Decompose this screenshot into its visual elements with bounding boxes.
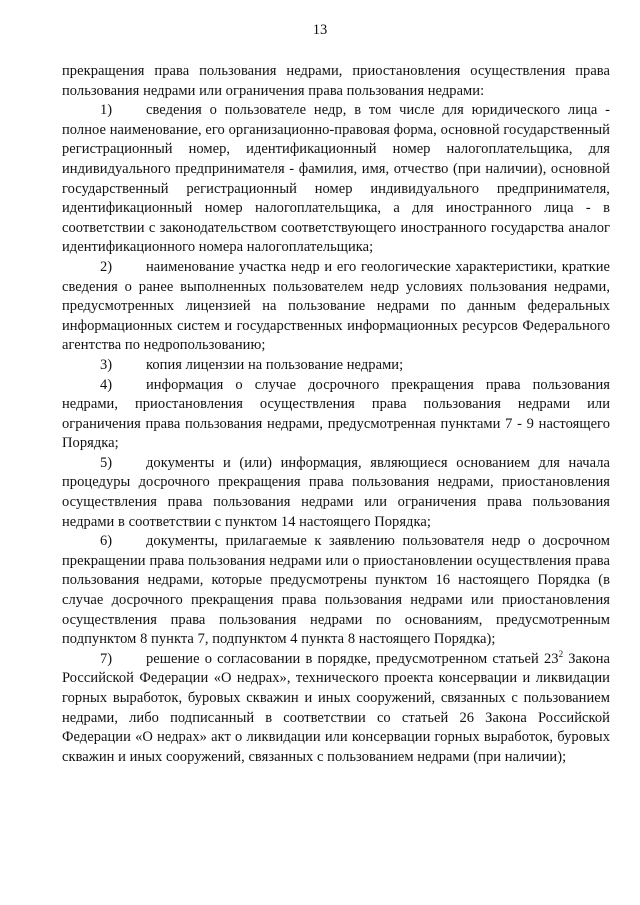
- list-item-5: [62, 454, 610, 532]
- list-item-6: [62, 532, 610, 650]
- item-text-after-superscript: Закона Российской Федерации «О недрах», технического проекта консервации и ликвидации горных выработок, буровых скважин и иных сооружений, связанных с пользованием недрами, либо подписанный в соответствии со статьей 26 Закона Российской Федерации «О недрах» акт о ликвидации или консервации горных выработок, буровых скважин и иных сооружений, связанных с пользованием недрами (при наличии);: [62, 650, 610, 765]
- item-number: 4): [100, 376, 113, 393]
- item-number: 7): [100, 650, 113, 667]
- page-number: 13: [312, 22, 328, 38]
- paragraph-text: прекращения права пользования недрами, приостановления осуществления права пользования недрами или ограничения права пользования недрами:: [62, 63, 610, 99]
- item-number: 6): [100, 533, 113, 550]
- intro-paragraph: [62, 62, 610, 101]
- list-item-3: [62, 356, 610, 376]
- list-item-7: [62, 650, 610, 768]
- item-text: информация о случае досрочного прекращения права пользования недрами, приостановления осуществления права пользования недрами или ограничения права пользования недрами, предусмотренная пунктами 7 - 9 настоящего Порядка;: [62, 376, 610, 452]
- item-number: 5): [100, 454, 113, 471]
- list-item-4: [62, 376, 610, 454]
- item-text: наименование участка недр и его геологические характеристики, краткие сведения о ранее выполненных пользователем недр условиях пользования недрами, предусмотренных лицензией на пользование недрами по данным федеральных информационных систем и государственных информационных ресурсов Федерального агентства по недропользованию;: [62, 258, 610, 354]
- list-item-1: [62, 101, 610, 258]
- list-item-2: [62, 258, 610, 356]
- item-number: 1): [100, 102, 113, 119]
- item-text-before-superscript: решение о согласовании в порядке, предусмотренном статьей 23: [146, 650, 559, 667]
- item-text: документы, прилагаемые к заявлению пользователя недр о досрочном прекращении права пользования недрами или о приостановлении осуществления права пользования недрами, которые предусмотрены пунктом 16 настоящего Порядка (в случае досрочного прекращения права пользования недрами или приостановления осуществления права пользования недрами по основаниям, предусмотренным подпунктом 8 пункта 7, подпунктом 4 пункта 8 настоящего Порядка);: [62, 533, 610, 648]
- item-number: 2): [100, 258, 113, 275]
- document-body: [62, 62, 610, 767]
- item-text: документы и (или) информация, являющиеся основанием для начала процедуры досрочного прекращения права пользования недрами, приостановления осуществления права пользования недрами или ограничения права пользования недрами в соответствии с пунктом 14 настоящего Порядка;: [62, 454, 610, 530]
- item-text: копия лицензии на пользование недрами;: [146, 356, 404, 373]
- item-text: сведения о пользователе недр, в том числе для юридического лица - полное наименование, его организационно-правовая форма, основной государственный регистрационный номер, идентификационный номер налогоплательщика, для индивидуального предпринимателя - фамилия, имя, отчество (при наличии), основной государственный регистрационный номер индивидуального предпринимателя, идентификационный номер налогоплательщика, а для иностранного лица - в соответствии с законодательством соответствующего иностранного государства аналог идентификационного номера налогоплательщика;: [62, 102, 610, 256]
- item-number: 3): [100, 356, 113, 373]
- article-superscript: 2: [558, 648, 564, 659]
